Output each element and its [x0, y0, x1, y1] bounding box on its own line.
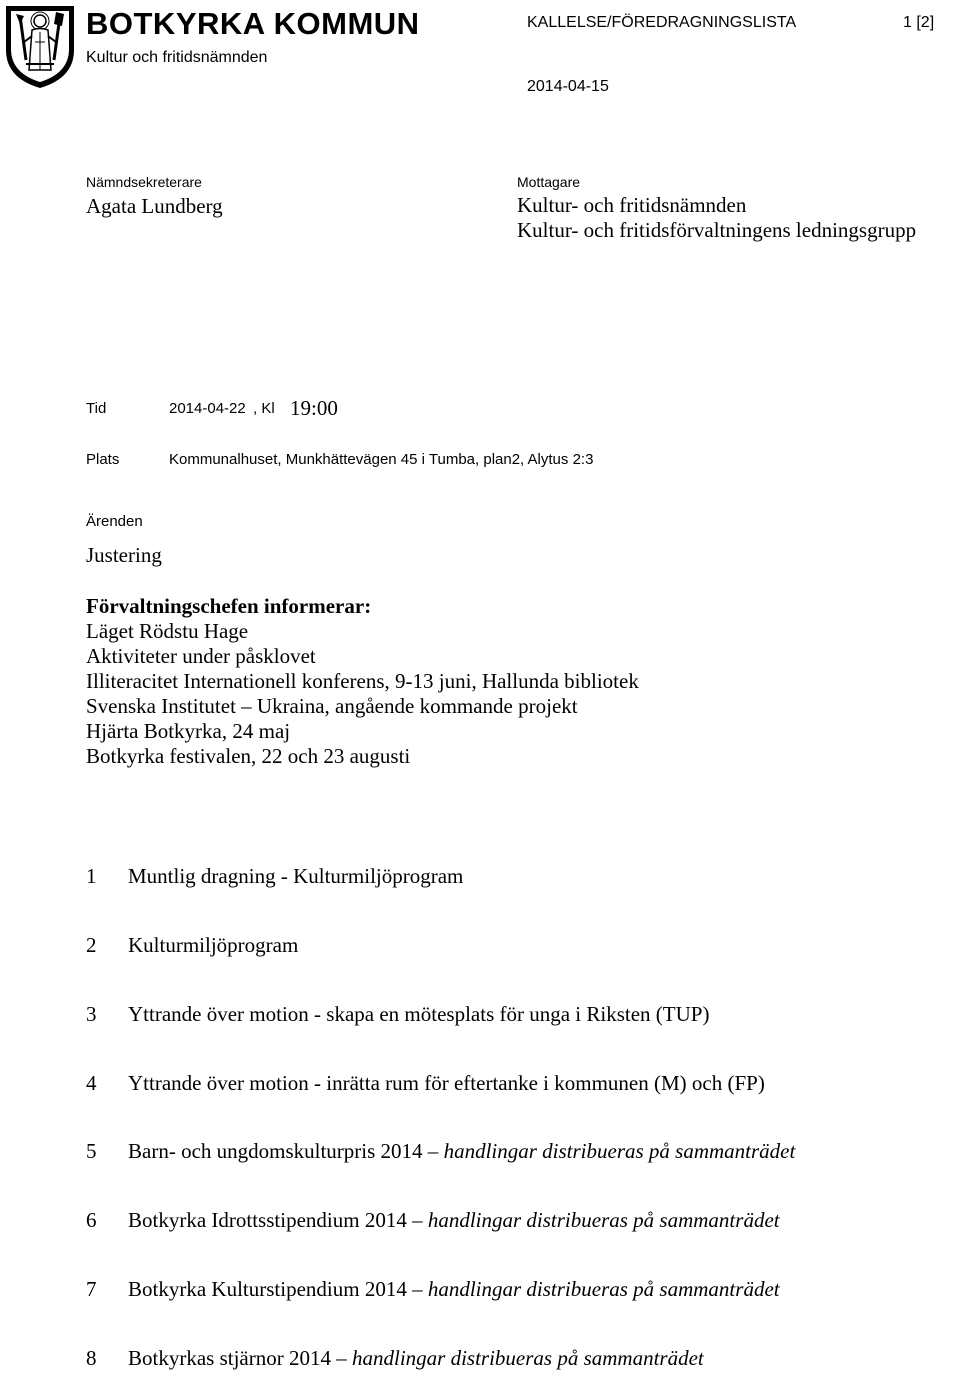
agenda-note: handlingar distribueras på sammanträdet [443, 1139, 796, 1163]
agenda-note: handlingar distribueras på sammanträdet [427, 1208, 780, 1232]
time-label: Tid [86, 400, 107, 417]
information-line: Hjärta Botkyrka, 24 maj [86, 719, 291, 743]
time-prefix: , Kl [253, 400, 275, 417]
agenda-item [86, 932, 298, 958]
agenda-item [86, 1138, 795, 1164]
agenda-item [86, 1070, 765, 1096]
agenda-title: Yttrande över motion - skapa en mötesplats för unga i Riksten (TUP) [128, 1002, 710, 1026]
agenda-title: Botkyrka Idrottsstipendium 2014 – [128, 1208, 428, 1232]
recipient-item: Kultur- och fritidsnämnden [517, 193, 747, 217]
agenda-title: Muntlig dragning - Kulturmiljöprogram [128, 864, 464, 888]
recipients-label: Mottagare [517, 174, 581, 190]
sender-label: Nämndsekreterare [86, 174, 202, 190]
agenda-number: 3 [86, 1002, 97, 1026]
agenda-title: Kulturmiljöprogram [128, 933, 299, 957]
agenda-item [86, 1001, 709, 1027]
agenda-number: 5 [86, 1139, 97, 1163]
agenda-note: handlingar distribueras på sammanträdet [427, 1277, 780, 1301]
agenda-title: Botkyrkas stjärnor 2014 – [128, 1346, 352, 1370]
place-label: Plats [86, 451, 120, 468]
agenda-item [86, 1276, 780, 1302]
agenda-title: Yttrande över motion - inrätta rum för eftertanke i kommunen (M) och (FP) [128, 1071, 765, 1095]
document-date: 2014-04-15 [527, 78, 609, 95]
justering: Justering [86, 543, 162, 567]
agenda-number: 8 [86, 1346, 97, 1370]
information-line: Aktiviteter under påsklovet [86, 644, 316, 668]
agenda-number: 1 [86, 864, 97, 888]
agenda-number: 2 [86, 933, 97, 957]
coat-of-arms-icon [2, 2, 78, 90]
information-line: Läget Rödstu Hage [86, 619, 249, 643]
agenda-number: 4 [86, 1071, 97, 1095]
information-line: Botkyrka festivalen, 22 och 23 augusti [86, 744, 411, 768]
agenda-number: 7 [86, 1277, 97, 1301]
agenda-title: Barn- och ungdomskulturpris 2014 – [128, 1139, 444, 1163]
agenda-note: handlingar distribueras på sammanträdet [351, 1346, 704, 1370]
meeting-place: Kommunalhuset, Munkhättevägen 45 i Tumba, plan2, Alytus 2:3 [169, 451, 594, 468]
meeting-time: 19:00 [290, 396, 338, 420]
page-number: 1 [2] [903, 14, 935, 31]
information-heading: Förvaltningschefen informerar: [86, 594, 372, 618]
information-line: Illiteracitet Internationell konferens, 9-13 juni, Hallunda bibliotek [86, 669, 639, 693]
agenda-item [86, 1207, 780, 1233]
agenda-title: Botkyrka Kulturstipendium 2014 – [128, 1277, 428, 1301]
information-block [86, 594, 639, 769]
document-type: KALLELSE/FÖREDRAGNINGSLISTA [527, 14, 797, 31]
department-name: Kultur och fritidsnämnden [86, 49, 268, 66]
agenda-number: 6 [86, 1208, 97, 1232]
meeting-date: 2014-04-22 [169, 400, 246, 417]
organization-name: BOTKYRKA KOMMUN [86, 6, 420, 41]
information-line: Svenska Institutet – Ukraina, angående kommande projekt [86, 694, 578, 718]
recipients-list [517, 193, 916, 243]
agenda-item [86, 863, 463, 889]
agenda-item [86, 1345, 704, 1371]
items-label: Ärenden [86, 513, 143, 530]
recipient-item: Kultur- och fritidsförvaltningens ledningsgrupp [517, 218, 917, 242]
sender-name: Agata Lundberg [86, 194, 223, 218]
